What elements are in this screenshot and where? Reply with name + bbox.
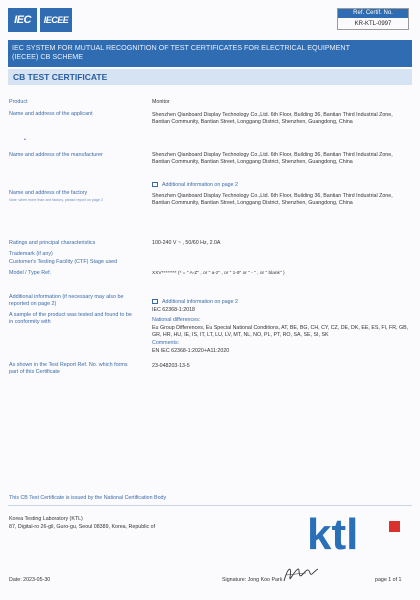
ktl-logo-square (389, 521, 400, 532)
scheme-banner (8, 40, 412, 67)
ktl-logo-text: ktl (307, 513, 359, 553)
ratings-value: 100-240 V ~ , 50/60 Hz, 2.0A (152, 240, 221, 246)
additional-info-text-2: Additional information on page 2 (162, 299, 238, 305)
comments-value: EN IEC 62368-1:2020+A11:2020 (152, 348, 230, 354)
standard-value: IEC 62368-1:2018 (152, 307, 195, 313)
product-value: Monitor (152, 99, 170, 105)
banner-line-2: (IECEE) CB SCHEME (12, 51, 84, 61)
iecee-logo: IECEE (40, 8, 72, 32)
national-differences-value: Eu Group Differences, Eu Special National Conditions, AT, BE, BG, CH, CY, CZ, DE, DK, EE, ES, FI, FR, GB, GR, HR, HU, IE, IS, IT, LT, LU, LV, MT, NL, NO, PL, PT, RO, SA, SE, SI, SK (152, 325, 409, 339)
banner-line-1: IEC SYSTEM FOR MUTUAL RECOGNITION OF TEST CERTIFICATES FOR ELECTRICAL EQUIPMENT (12, 43, 350, 52)
issued-by-note: This CB Test Certificate is issued by the National Certification Body (9, 495, 167, 501)
ktl-logo (305, 513, 402, 553)
ref-certif-label: Ref. Certif. No. (338, 9, 408, 18)
manufacturer-label: Name and address of the manufacturer (9, 152, 103, 158)
footer-divider (8, 505, 412, 506)
factory-value: Shenzhen Qianboard Display Technology Co.,Ltd. 6th Floor, Building 36, Bantian Third Industrial Zone, Bantian Community, Bantian Street, Longgang District, Shenzhen, Guangdong, China (152, 193, 393, 207)
iec-logo: IEC (8, 8, 37, 32)
factory-label: Name and address of the factory (9, 190, 88, 196)
additional-label: Additional information (if necessary may also be reported on page 2) (9, 294, 124, 308)
manufacturer-value: Shenzhen Qianboard Display Technology Co.,Ltd. 6th Floor, Building 36, Bantian Third Industrial Zone, Bantian Community, Bantian Street, Longgang District, Shenzhen, Guangdong, China (152, 152, 393, 166)
product-label: Product (9, 99, 28, 105)
applicant-value: Shenzhen Qianboard Display Technology Co.,Ltd. 6th Floor, Building 36, Bantian Third Industrial Zone, Bantian Community, Bantian Street, Longgang District, Shenzhen, Guangdong, China (152, 112, 393, 126)
ratings-label: Ratings and principal characteristics (9, 240, 96, 246)
national-differences-label: National differences: (152, 317, 201, 323)
factory-note: Note: when more than one factory, please report on page 2 (9, 198, 103, 202)
additional-info-text-1: Additional information on page 2 (162, 182, 238, 188)
ref-certif-number: KR-KTL-0997 (354, 21, 392, 27)
model-value: XXV******** (* = " A-Z" , or " a-z" , or " 1-9" or " - " , or " blank" ) (152, 271, 285, 276)
lab-address: 87, Digital-ro 26-gil, Guro-gu, Seoul 08389, Korea, Republic of (9, 524, 156, 530)
model-label: Model / Type Ref. (9, 270, 52, 276)
ctf-label: Customer's Testing Facility (CTF) Stage used (9, 259, 118, 265)
certificate-title: CB TEST CERTIFICATE (8, 69, 412, 85)
checkbox-icon (152, 182, 158, 187)
additional-info-link-2[interactable] (152, 299, 412, 306)
report-label: As shown in the Test Report Ref. No. which forms part of this Certificate (9, 362, 128, 376)
trademark-label: Trademark (if any) (9, 251, 53, 257)
signature-icon (280, 563, 320, 585)
ref-certif-box (337, 8, 409, 30)
comments-label: Comments: (152, 340, 180, 346)
page-number: page 1 of 1 (375, 577, 402, 583)
bullet-mark: • (24, 137, 26, 143)
sample-label: A sample of the product was tested and found to be in conformity with (9, 312, 132, 326)
issue-date: Date: 2023-05-30 (9, 577, 51, 583)
applicant-label: Name and address of the applicant (9, 111, 93, 117)
additional-info-link-1[interactable] (152, 182, 412, 189)
signature-label: Signature: Jong Koo Park (222, 577, 283, 583)
report-number: 23-048203-13-5 (152, 363, 190, 369)
lab-name: Korea Testing Laboratory (KTL) (9, 516, 83, 522)
checkbox-icon (152, 299, 158, 304)
